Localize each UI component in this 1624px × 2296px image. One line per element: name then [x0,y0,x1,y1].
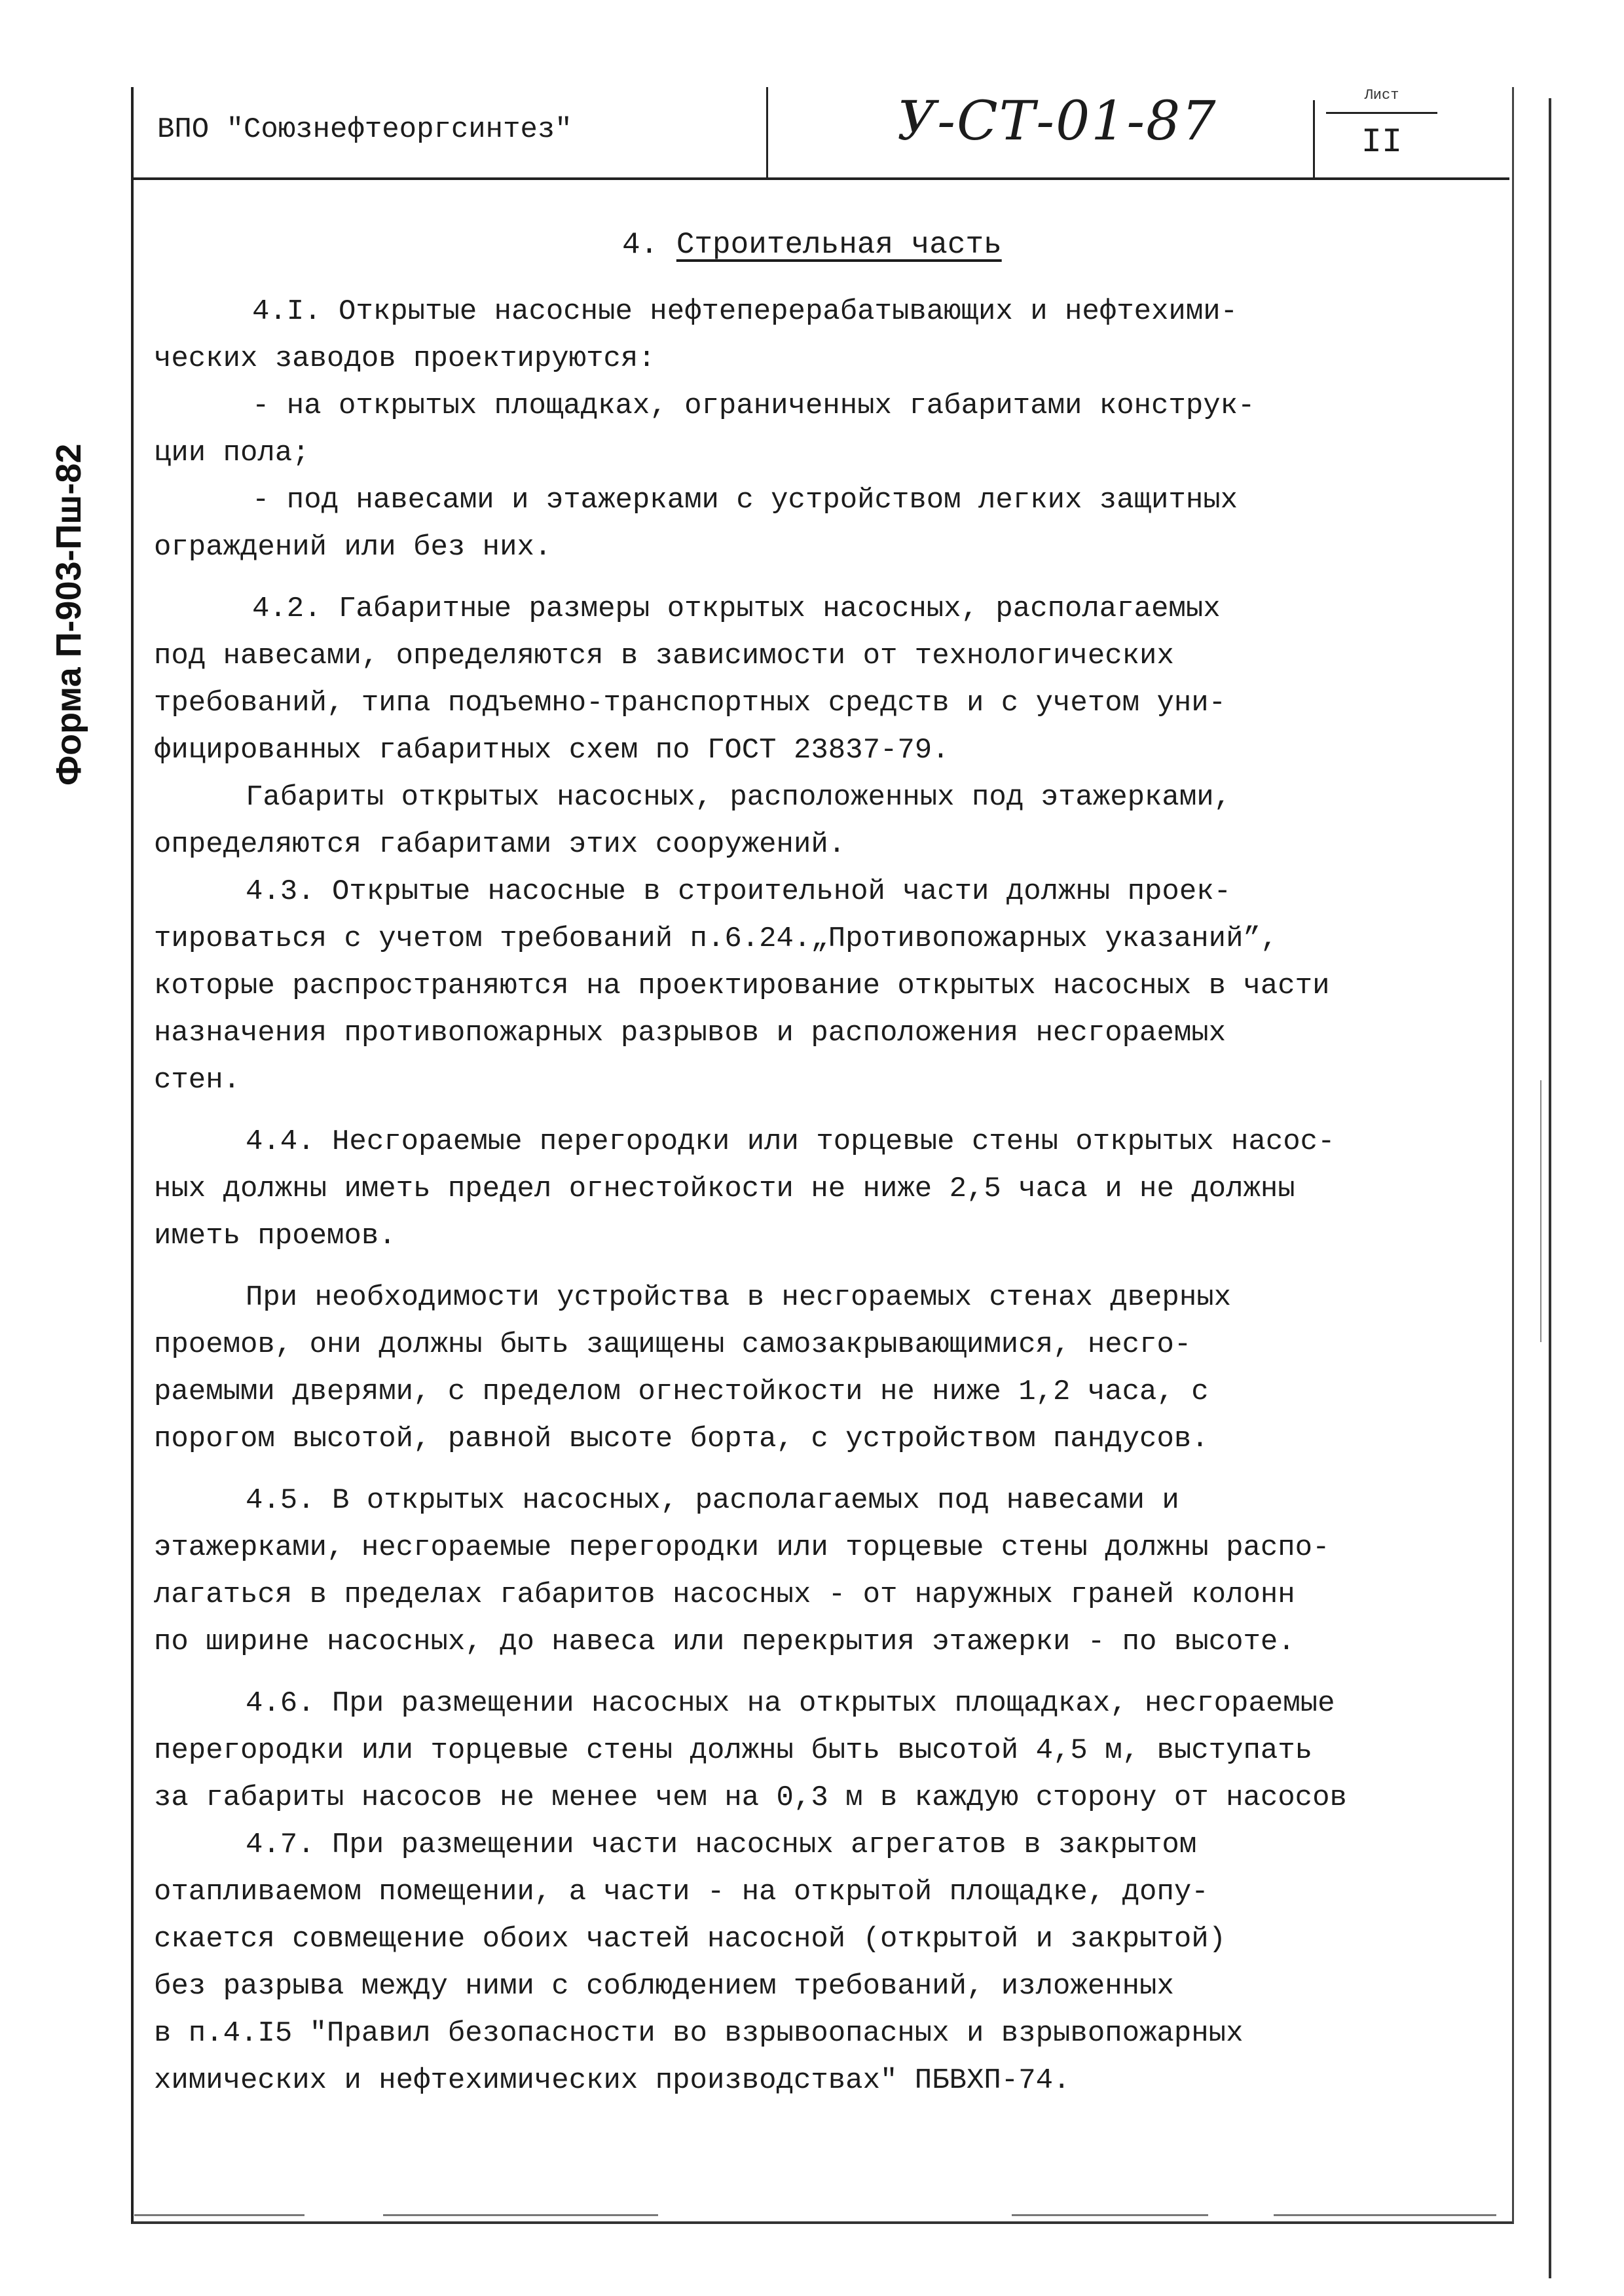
text-line: без разрыва между ними с соблюдением требований, изложенных [154,1970,1174,2003]
text-line: тироваться с учетом требований п.6.24.„Противопожарных указаний”, [154,922,1278,955]
text-line: определяются габаритами этих сооружений. [154,828,846,861]
text-line: 4.4. Несгораемые перегородки или торцевые стены открытых насос- [246,1125,1335,1158]
text-line: фицированных габаритных схем по ГОСТ 23837-79. [154,734,950,767]
text-line: 4.7. При размещении части насосных агрегатов в закрытом [246,1829,1197,1861]
section-number: 4. [622,228,659,262]
text-line: ограждений или без них. [154,531,552,564]
text-line: 4.I. Открытые насосные нефтеперерабатывающих и нефтехими- [252,295,1238,328]
text-line: которые распространяются на проектирование открытых насосных в части [154,970,1330,1002]
document-code: У-СТ-01-87 [897,90,1217,153]
text-line: - на открытых площадках, ограниченных габаритами конструк- [252,390,1255,422]
form-stamp: Форма П-903-Пш-82 [49,443,88,786]
text-line: лагаться в пределах габаритов насосных - от наружных граней колонн [154,1578,1295,1611]
right-border-rule [1549,98,1551,2278]
title-block [131,87,1509,180]
text-line: отапливаемом помещении, а части - на открытой площадке, допу- [154,1876,1209,1908]
organization-name: ВПО "Союзнефтеоргсинтез" [157,113,572,146]
bottom-scan-marks [134,2214,1509,2221]
text-line: перегородки или торцевые стены должны быть высотой 4,5 м, выступать [154,1734,1313,1767]
sheet-caption: Лист [1326,87,1437,114]
right-border-rule-secondary [1540,1080,1541,1342]
text-line: стен. [154,1064,241,1097]
header-divider [766,87,768,177]
text-line: 4.3. Открытые насосные в строительной части должны проек- [246,875,1232,908]
text-line: назначения противопожарных разрывов и расположения несгораемых [154,1017,1227,1049]
text-line: раемыми дверями, с пределом огнестойкости не ниже 1,2 часа, с [154,1376,1209,1408]
text-line: этажерками, несгораемые перегородки или торцевые стены должны распо- [154,1531,1330,1564]
text-line: порогом высотой, равной высоте борта, с устройством пандусов. [154,1423,1209,1455]
section-title: Строительная часть [676,228,1002,262]
sheet-number: II [1361,123,1403,162]
text-line: в п.4.I5 "Правил безопасности во взрывоопасных и взрывопожарных [154,2017,1244,2050]
text-line: проемов, они должны быть защищены самозакрывающимися, несго- [154,1328,1192,1361]
text-line: При необходимости устройства в несгораемых стенах дверных [246,1281,1232,1314]
section-heading [622,228,1002,262]
text-line: Габариты открытых насосных, расположенных под этажерками, [246,781,1232,814]
header-divider [1313,100,1315,177]
document-body [154,288,1516,2104]
text-line: за габариты насосов не менее чем на 0,3 м в каждую сторону от насосов [154,1781,1347,1814]
text-line: ции пола; [154,437,310,469]
text-line: скается совмещение обоих частей насосной (открытой и закрытой) [154,1923,1227,1956]
text-line: 4.5. В открытых насосных, располагаемых под навесами и [246,1484,1179,1517]
text-line: по ширине насосных, до навеса или перекрытия этажерки - по высоте. [154,1626,1295,1658]
text-line: ных должны иметь предел огнестойкости не ниже 2,5 часа и не должны [154,1173,1295,1205]
text-line: - под навесами и этажерками с устройством легких защитных [252,484,1238,517]
text-line: ческих заводов проектируются: [154,342,655,375]
text-line: химических и нефтехимических производствах" ПБВХП-74. [154,2064,1071,2097]
text-line: под навесами, определяются в зависимости от технологических [154,640,1174,672]
text-line: 4.2. Габаритные размеры открытых насосных, располагаемых [252,592,1221,625]
text-line: иметь проемов. [154,1220,396,1252]
text-line: 4.6. При размещении насосных на открытых площадках, несгораемые [246,1687,1335,1720]
text-line: требований, типа подъемно-транспортных средств и с учетом уни- [154,687,1227,720]
